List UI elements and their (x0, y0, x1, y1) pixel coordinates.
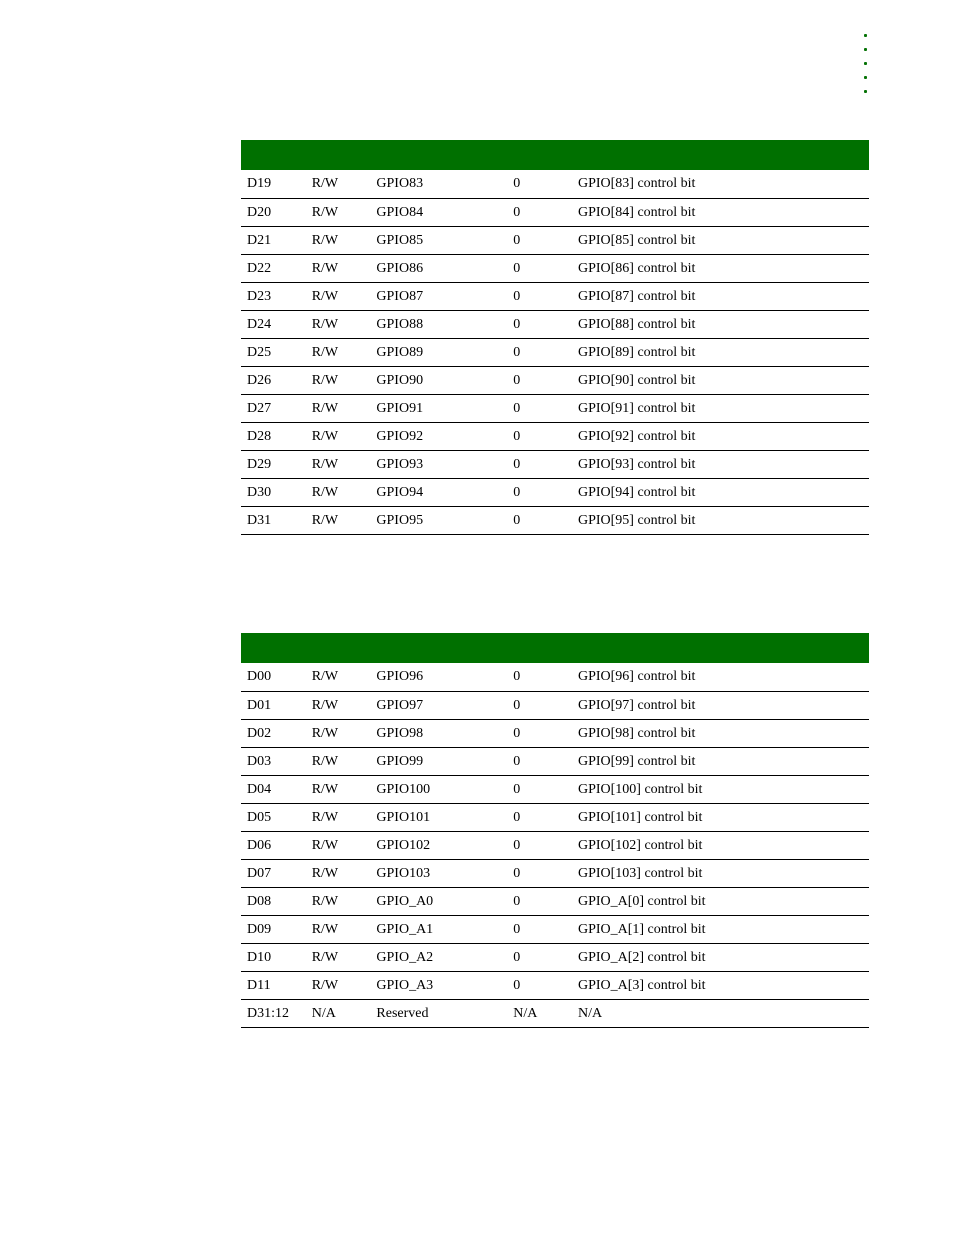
access-cell: R/W (306, 170, 371, 198)
reset-cell: 0 (507, 338, 572, 366)
bit-cell: D24 (241, 310, 306, 338)
access-cell: R/W (306, 338, 371, 366)
access-cell: R/W (306, 198, 371, 226)
reset-cell: 0 (507, 310, 572, 338)
bit-cell: D31:12 (241, 999, 306, 1027)
mnemonic-cell: GPIO86 (370, 254, 507, 282)
table-body (241, 663, 869, 1027)
bit-cell: D00 (241, 663, 306, 691)
table-row (241, 478, 869, 506)
description-cell: GPIO[101] control bit (572, 803, 869, 831)
reset-cell: 0 (507, 450, 572, 478)
access-cell: R/W (306, 506, 371, 534)
mnemonic-cell: GPIO102 (370, 831, 507, 859)
reset-cell: 0 (507, 887, 572, 915)
table-row (241, 691, 869, 719)
mnemonic-cell: GPIO89 (370, 338, 507, 366)
reset-cell: 0 (507, 282, 572, 310)
description-cell: GPIO[102] control bit (572, 831, 869, 859)
table-row (241, 338, 869, 366)
mnemonic-cell: Reserved (370, 999, 507, 1027)
table-row (241, 775, 869, 803)
margin-dot-marks (862, 34, 870, 104)
reset-cell: 0 (507, 170, 572, 198)
mnemonic-cell: GPIO_A2 (370, 943, 507, 971)
access-cell: R/W (306, 775, 371, 803)
reset-cell: 0 (507, 506, 572, 534)
table-row (241, 254, 869, 282)
mnemonic-cell: GPIO92 (370, 422, 507, 450)
mnemonic-cell: GPIO_A3 (370, 971, 507, 999)
description-cell: GPIO[103] control bit (572, 859, 869, 887)
table-row (241, 366, 869, 394)
mnemonic-cell: GPIO96 (370, 663, 507, 691)
table-row (241, 999, 869, 1027)
access-cell: R/W (306, 943, 371, 971)
table-header-bar (241, 140, 869, 170)
reset-cell: 0 (507, 394, 572, 422)
bit-cell: D28 (241, 422, 306, 450)
mnemonic-cell: GPIO98 (370, 719, 507, 747)
reset-cell: 0 (507, 198, 572, 226)
access-cell: R/W (306, 366, 371, 394)
mnemonic-cell: GPIO97 (370, 691, 507, 719)
description-cell: GPIO_A[3] control bit (572, 971, 869, 999)
table-row (241, 747, 869, 775)
description-cell: GPIO_A[2] control bit (572, 943, 869, 971)
table-row (241, 803, 869, 831)
description-cell: GPIO[91] control bit (572, 394, 869, 422)
mnemonic-cell: GPIO88 (370, 310, 507, 338)
reset-cell: 0 (507, 915, 572, 943)
access-cell: R/W (306, 747, 371, 775)
reset-cell: N/A (507, 999, 572, 1027)
table-row (241, 422, 869, 450)
access-cell: R/W (306, 887, 371, 915)
mnemonic-cell: GPIO95 (370, 506, 507, 534)
description-cell: GPIO[97] control bit (572, 691, 869, 719)
dot-mark (864, 76, 867, 79)
reset-cell: 0 (507, 719, 572, 747)
access-cell: R/W (306, 859, 371, 887)
table-row (241, 831, 869, 859)
access-cell: R/W (306, 831, 371, 859)
description-cell: GPIO[88] control bit (572, 310, 869, 338)
access-cell: R/W (306, 450, 371, 478)
table-row (241, 915, 869, 943)
access-cell: R/W (306, 394, 371, 422)
bit-cell: D22 (241, 254, 306, 282)
mnemonic-cell: GPIO83 (370, 170, 507, 198)
description-cell: GPIO[98] control bit (572, 719, 869, 747)
access-cell: R/W (306, 803, 371, 831)
table-body (241, 170, 869, 534)
bit-cell: D26 (241, 366, 306, 394)
mnemonic-cell: GPIO_A0 (370, 887, 507, 915)
description-cell: GPIO_A[1] control bit (572, 915, 869, 943)
reset-cell: 0 (507, 943, 572, 971)
table-row (241, 198, 869, 226)
description-cell: GPIO[90] control bit (572, 366, 869, 394)
bit-cell: D19 (241, 170, 306, 198)
mnemonic-cell: GPIO100 (370, 775, 507, 803)
reset-cell: 0 (507, 422, 572, 450)
mnemonic-cell: GPIO90 (370, 366, 507, 394)
mnemonic-cell: GPIO101 (370, 803, 507, 831)
description-cell: GPIO[99] control bit (572, 747, 869, 775)
access-cell: R/W (306, 663, 371, 691)
bit-cell: D25 (241, 338, 306, 366)
bit-cell: D30 (241, 478, 306, 506)
table-row (241, 310, 869, 338)
bit-cell: D02 (241, 719, 306, 747)
mnemonic-cell: GPIO94 (370, 478, 507, 506)
reset-cell: 0 (507, 971, 572, 999)
table-row (241, 506, 869, 534)
bit-cell: D27 (241, 394, 306, 422)
description-cell: GPIO[89] control bit (572, 338, 869, 366)
description-cell: GPIO[87] control bit (572, 282, 869, 310)
table-row (241, 226, 869, 254)
access-cell: R/W (306, 971, 371, 999)
bit-cell: D21 (241, 226, 306, 254)
mnemonic-cell: GPIO93 (370, 450, 507, 478)
access-cell: R/W (306, 478, 371, 506)
table-row (241, 282, 869, 310)
table-row (241, 450, 869, 478)
dot-mark (864, 62, 867, 65)
description-cell: N/A (572, 999, 869, 1027)
description-cell: GPIO[95] control bit (572, 506, 869, 534)
bit-cell: D01 (241, 691, 306, 719)
dot-mark (864, 48, 867, 51)
description-cell: GPIO[83] control bit (572, 170, 869, 198)
description-cell: GPIO[93] control bit (572, 450, 869, 478)
mnemonic-cell: GPIO103 (370, 859, 507, 887)
reset-cell: 0 (507, 478, 572, 506)
table-row (241, 719, 869, 747)
reset-cell: 0 (507, 366, 572, 394)
description-cell: GPIO_A[0] control bit (572, 887, 869, 915)
bit-cell: D05 (241, 803, 306, 831)
access-cell: R/W (306, 254, 371, 282)
dot-mark (864, 34, 867, 37)
table-row (241, 663, 869, 691)
reset-cell: 0 (507, 691, 572, 719)
bit-cell: D04 (241, 775, 306, 803)
description-cell: GPIO[86] control bit (572, 254, 869, 282)
table-row (241, 859, 869, 887)
mnemonic-cell: GPIO91 (370, 394, 507, 422)
description-cell: GPIO[100] control bit (572, 775, 869, 803)
access-cell: N/A (306, 999, 371, 1027)
mnemonic-cell: GPIO84 (370, 198, 507, 226)
table-row (241, 971, 869, 999)
reset-cell: 0 (507, 831, 572, 859)
table-row (241, 170, 869, 198)
bit-cell: D29 (241, 450, 306, 478)
description-cell: GPIO[94] control bit (572, 478, 869, 506)
bit-cell: D23 (241, 282, 306, 310)
bit-cell: D07 (241, 859, 306, 887)
access-cell: R/W (306, 422, 371, 450)
gpio-register-table-1 (241, 140, 869, 535)
description-cell: GPIO[92] control bit (572, 422, 869, 450)
bit-cell: D20 (241, 198, 306, 226)
bit-cell: D08 (241, 887, 306, 915)
table-row (241, 887, 869, 915)
mnemonic-cell: GPIO99 (370, 747, 507, 775)
access-cell: R/W (306, 691, 371, 719)
reset-cell: 0 (507, 775, 572, 803)
dot-mark (864, 90, 867, 93)
reset-cell: 0 (507, 254, 572, 282)
table-header-bar (241, 633, 869, 663)
access-cell: R/W (306, 310, 371, 338)
mnemonic-cell: GPIO87 (370, 282, 507, 310)
description-cell: GPIO[85] control bit (572, 226, 869, 254)
reset-cell: 0 (507, 226, 572, 254)
description-cell: GPIO[96] control bit (572, 663, 869, 691)
access-cell: R/W (306, 282, 371, 310)
table-row (241, 943, 869, 971)
bit-cell: D10 (241, 943, 306, 971)
description-cell: GPIO[84] control bit (572, 198, 869, 226)
table-row (241, 394, 869, 422)
reset-cell: 0 (507, 663, 572, 691)
access-cell: R/W (306, 719, 371, 747)
access-cell: R/W (306, 915, 371, 943)
reset-cell: 0 (507, 803, 572, 831)
bit-cell: D03 (241, 747, 306, 775)
bit-cell: D11 (241, 971, 306, 999)
bit-cell: D06 (241, 831, 306, 859)
bit-cell: D09 (241, 915, 306, 943)
mnemonic-cell: GPIO85 (370, 226, 507, 254)
access-cell: R/W (306, 226, 371, 254)
reset-cell: 0 (507, 747, 572, 775)
reset-cell: 0 (507, 859, 572, 887)
gpio-register-table-2 (241, 633, 869, 1028)
mnemonic-cell: GPIO_A1 (370, 915, 507, 943)
bit-cell: D31 (241, 506, 306, 534)
